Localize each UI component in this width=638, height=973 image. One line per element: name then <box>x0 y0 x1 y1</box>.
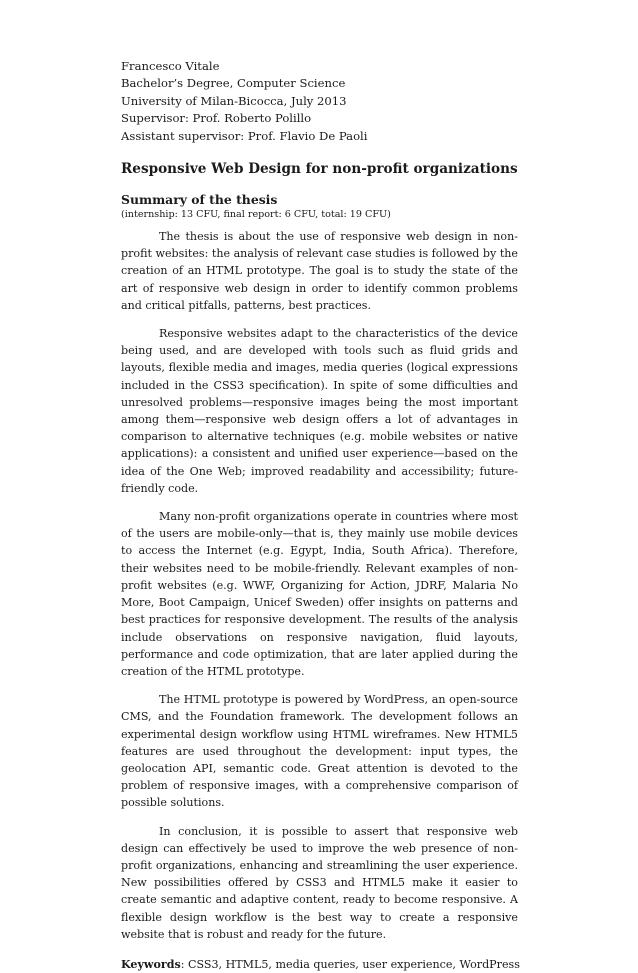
keywords-label: Keywords <box>121 957 181 971</box>
university-date: University of Milan-Bicocca, July 2013 <box>121 93 347 108</box>
thesis-title: Responsive Web Design for non-profit organizations <box>121 161 518 178</box>
keywords-separator: : <box>180 957 188 971</box>
author-block <box>121 58 518 145</box>
summary-heading: Summary of the thesis <box>121 192 278 208</box>
paragraph-responsive-websites: Responsive websites adapt to the characteristics of the device being used, and are developed with tools such as fluid grids and layouts, flexible media and images, media queries (logical expressions included in the CSS3 specification). In spite of some difficulties and unresolved problems—responsive images being the most important among them—responsive web design offers a lot of advantages in comparison to alternative techniques (e.g. mobile websites or native applications): a consistent and unified user experience—based on the idea of the One Web; improved readability and accessibility; future-friendly code. <box>121 327 518 495</box>
supervisor: Supervisor: Prof. Roberto Polillo <box>121 111 312 126</box>
paragraph-non-profit: Many non-profit organizations operate in countries where most of the users are mobile-only—that is, they mainly use mobile devices to access the Internet (e.g. Egypt, India, South Africa). Therefore, their websites need to be mobile-friendly. Relevant examples of non-profit websites (e.g. WWF, Organizing for Action, JDRF, Malaria No More, Boot Campaign, Unicef Sweden) offer insights on patterns and best practices for responsive development. The results of the analysis include observations on responsive navigation, fluid layouts, performance and code optimization, that are later applied during the creation of the HTML prototype. <box>121 510 518 678</box>
paragraph-conclusion: In conclusion, it is possible to assert that responsive web design can effectively be used to improve the web presence of non-profit organizations, enhancing and streamlining the user experience. New possibilities offered by CSS3 and HTML5 make it easier to create semantic and adaptive content, ready to become responsive. A flexible design workflow is the best way to create a responsive website that is robust and ready for the future. <box>121 824 518 941</box>
keywords-list: CSS3, HTML5, media queries, user experience, WordPress <box>187 957 520 971</box>
credits-note: (internship: 13 CFU, final report: 6 CFU, total: 19 CFU) <box>121 209 391 221</box>
document-page <box>121 58 518 973</box>
paragraph-introduction: The thesis is about the use of responsive web design in non-profit websites: the analysis of relevant case studies is followed by the creation of an HTML prototype. The goal is to study the state of the art of responsive web design in order to identify common problems and critical pitfalls, patterns, best practices. <box>121 230 518 312</box>
degree: Bachelor’s Degree, Computer Science <box>121 76 346 91</box>
paragraph-prototype: The HTML prototype is powered by WordPress, an open-source CMS, and the Foundation framework. The development follows an experimental design workflow using HTML wireframes. New HTML5 features are used throughout the development: input types, the geolocation API, semantic code. Great attention is devoted to the problem of responsive images, with a comprehensive comparison of possible solutions. <box>121 693 518 810</box>
author-name: Francesco Vitale <box>121 59 220 73</box>
keywords-line <box>121 956 518 973</box>
assistant-supervisor: Assistant supervisor: Prof. Flavio De Paoli <box>121 128 368 143</box>
